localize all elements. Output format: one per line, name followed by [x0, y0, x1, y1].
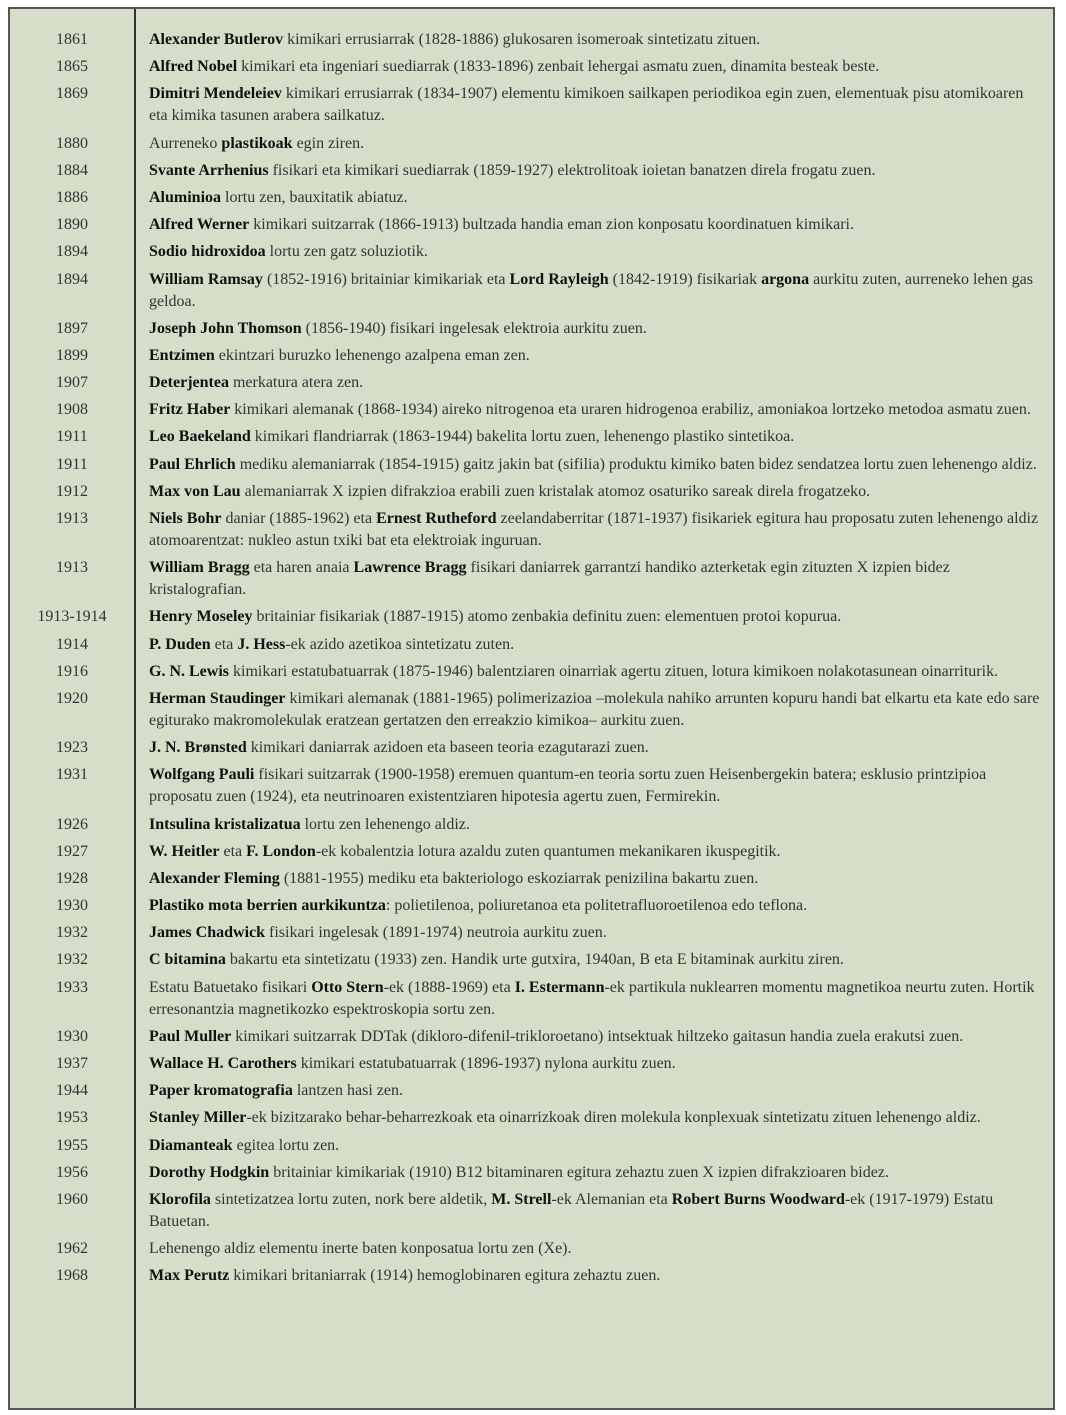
highlight-term: Alexander Butlerov — [149, 31, 284, 48]
timeline-row — [10, 29, 1053, 51]
row-description — [149, 841, 1042, 863]
description-text: egitea lortu zen. — [232, 1136, 340, 1154]
timeline-row — [10, 508, 1053, 552]
row-description — [149, 56, 1042, 78]
timeline-row — [10, 977, 1053, 1021]
description-text: bakartu eta sintetizatu (1933) zen. Handik urte gutxira, 1940an, B eta E bitaminak aurkitu ziren. — [225, 951, 844, 969]
description-text: lantzen hasi zen. — [292, 1082, 403, 1100]
timeline-row — [10, 841, 1053, 863]
row-description — [149, 241, 1042, 263]
highlight-term: Klorofila — [149, 1190, 211, 1208]
description-text: kimikari alemanak (1868-1934) aireko nitrogenoa eta uraren hidrogenoa erabiliz, amoniakoa lortzeko metodoa asmatu zuen. — [230, 401, 1031, 419]
row-description — [149, 688, 1042, 732]
highlight-term: Lord Rayleigh — [509, 270, 609, 288]
row-description — [149, 269, 1042, 313]
description-text: -ek (1917-1979) Estatu Batuetan. — [149, 1190, 994, 1230]
row-year: 1897 — [56, 319, 88, 337]
timeline-row — [10, 372, 1053, 394]
row-year: 1865 — [56, 58, 88, 76]
description-text: Aurreneko — [149, 134, 222, 152]
timeline-row — [10, 1265, 1053, 1287]
timeline-row — [10, 634, 1053, 656]
row-description — [149, 949, 1042, 971]
row-description — [149, 895, 1042, 917]
highlight-term: Wallace H. Carothers — [149, 1055, 297, 1072]
row-description — [149, 372, 1042, 394]
row-year: 1911 — [56, 455, 88, 473]
timeline-row — [10, 214, 1053, 236]
highlight-term: Joseph John Thomson — [149, 319, 302, 337]
description-text: ekintzari buruzko lehenengo azalpena eman zen. — [214, 346, 530, 364]
row-description — [149, 1053, 1042, 1075]
row-description — [149, 187, 1042, 209]
description-text: sintetizatzea lortu zuten, nork bere aldetik, — [210, 1190, 492, 1208]
highlight-term: Robert Burns Woodward — [671, 1190, 845, 1208]
highlight-term: W. Heitler — [149, 842, 220, 860]
highlight-term: Stanley Miller — [149, 1109, 247, 1127]
timeline-rows — [10, 29, 1053, 1293]
row-year: 1933 — [56, 978, 88, 996]
row-description — [149, 737, 1042, 759]
description-text: daniar (1885-1962) eta — [221, 510, 377, 527]
highlight-term: Max von Lau — [149, 482, 241, 500]
row-description — [149, 1107, 1042, 1129]
row-year: 1931 — [56, 766, 88, 784]
timeline-row — [10, 241, 1053, 263]
timeline-row — [10, 1189, 1053, 1233]
row-year: 1880 — [56, 134, 88, 152]
highlight-term: Svante Arrhenius — [149, 161, 269, 179]
highlight-term: Otto Stern — [311, 978, 384, 996]
highlight-term: Henry Moseley — [149, 608, 253, 626]
description-text: eta — [219, 842, 247, 860]
row-year: 1932 — [56, 924, 88, 942]
timeline-row — [10, 160, 1053, 182]
row-year: 1908 — [56, 401, 88, 419]
timeline-row — [10, 269, 1053, 313]
timeline-row — [10, 454, 1053, 476]
row-description — [149, 1265, 1042, 1287]
row-description — [149, 214, 1042, 236]
highlight-term: plastikoak — [221, 134, 293, 152]
timeline-row — [10, 83, 1053, 127]
row-year: 1926 — [56, 815, 88, 833]
row-year: 1927 — [56, 842, 88, 860]
highlight-term: Deterjentea — [149, 374, 229, 392]
row-description — [149, 345, 1042, 367]
timeline-row — [10, 895, 1053, 917]
timeline-row — [10, 688, 1053, 732]
description-text: kimikari britaniarrak (1914) hemoglobinaren egitura zehaztu zuen. — [229, 1267, 661, 1285]
description-text: -ek kobalentzia lotura azaldu zuten quantumen mekanikaren ikuspegitik. — [315, 842, 781, 860]
row-description — [149, 426, 1042, 448]
timeline-row — [10, 922, 1053, 944]
description-text: eta haren anaia — [249, 559, 354, 577]
highlight-term: I. Estermann — [514, 978, 605, 996]
highlight-term: Alexander Fleming — [149, 869, 280, 887]
row-description — [149, 399, 1042, 421]
description-text: fisikari eta kimikari suediarrak (1859-1927) elektrolitoak ioietan banatzen direla frogatu zuen. — [268, 161, 876, 179]
description-text: kimikari suitzarrak (1866-1913) bultzada handia eman zion konposatu koordinatuen kimikari. — [249, 216, 854, 234]
row-year: 1920 — [56, 689, 88, 707]
row-year: 1884 — [56, 161, 88, 179]
highlight-term: James Chadwick — [149, 924, 266, 942]
description-text: -ek bizitzarako behar-beharrezkoak eta oinarrizkoak diren molekula konplexuak sintetizatu zituen lehenengo aldiz. — [246, 1109, 981, 1127]
description-text: britainiar kimikariak (1910) B12 bitaminaren egitura zehaztu zuen X izpien difrakzioaren bidez. — [269, 1163, 889, 1181]
description-text: kimikari alemanak (1881-1965) polimerizazioa –molekula nahiko arrunten kopuru handi bat elkartu eta kate edo sare egiturako makromolekulak eratzean gertatzen den erreakzio kimikoa– aurkitu zuen. — [149, 689, 1040, 729]
description-text: egin ziren. — [292, 134, 365, 152]
timeline-row — [10, 737, 1053, 759]
row-description — [149, 1189, 1042, 1233]
timeline-row — [10, 606, 1053, 628]
row-description — [149, 1080, 1042, 1102]
timeline-row — [10, 1053, 1053, 1075]
timeline-row — [10, 133, 1053, 155]
row-year: 1914 — [56, 635, 88, 653]
row-description — [149, 508, 1042, 552]
description-text: britainiar fisikariak (1887-1915) atomo zenbakia definitu zuen: elementuen protoi kopurua. — [252, 608, 842, 626]
highlight-term: Aluminioa — [149, 188, 222, 206]
description-text: (1842-1919) fisikariak — [608, 270, 762, 288]
row-description — [149, 606, 1042, 628]
description-text: fisikari daniarrek garrantzi handiko azterketak egin zituzten X izpien bidez kristalografian. — [149, 559, 950, 599]
row-description — [149, 1026, 1042, 1048]
description-text: kimikari errusiarrak (1828-1886) glukosaren isomeroak sintetizatu zituen. — [283, 31, 761, 48]
timeline-row — [10, 345, 1053, 367]
highlight-term: Dimitri Mendeleiev — [149, 85, 282, 103]
description-text: fisikari ingelesak (1891-1974) neutroia aurkitu zuen. — [265, 924, 607, 942]
row-description — [149, 454, 1042, 476]
highlight-term: Ernest Rutheford — [376, 510, 497, 527]
description-text: -ek partikula nuklearren momentu magnetikoa neurtu zuten. Hortik erresonantzia magnetikozko espektroskopia sortu zen. — [149, 978, 1035, 1018]
row-year: 1913-1914 — [37, 608, 107, 626]
row-year: 1953 — [56, 1109, 88, 1127]
row-description — [149, 922, 1042, 944]
highlight-term: Diamanteak — [149, 1136, 233, 1154]
highlight-term: Max Perutz — [149, 1267, 230, 1285]
description-text: eta — [210, 635, 238, 653]
row-year: 1911 — [56, 428, 88, 446]
description-text: kimikari flandriarrak (1863-1944) bakelita lortu zuen, lehenengo plastiko sintetikoa. — [250, 428, 795, 446]
description-text: kimikari errusiarrak (1834-1907) elementu kimikoen sailkapen periodikoa egin zuen, elementuak pisu atomikoaren eta kimika tasunen arabera sailkatuz. — [149, 85, 1024, 125]
row-year: 1923 — [56, 739, 88, 757]
timeline-row — [10, 814, 1053, 836]
row-year: 1960 — [56, 1190, 88, 1208]
row-year: 1899 — [56, 346, 88, 364]
highlight-term: Paper kromatografia — [149, 1082, 293, 1100]
row-year: 1913 — [56, 510, 88, 527]
description-text: lortu zen gatz soluziotik. — [265, 243, 428, 261]
row-description — [149, 1162, 1042, 1184]
highlight-term: G. N. Lewis — [149, 662, 229, 680]
description-text: kimikari estatubatuarrak (1896-1937) nylona aurkitu zuen. — [296, 1055, 676, 1072]
row-description — [149, 814, 1042, 836]
highlight-term: Wolfgang Pauli — [149, 766, 255, 784]
highlight-term: Entzimen — [149, 346, 215, 364]
row-year: 1894 — [56, 270, 88, 288]
row-year: 1932 — [56, 951, 88, 969]
timeline-row — [10, 868, 1053, 890]
description-text: -ek azido azetikoa sintetizatu zuten. — [285, 635, 515, 653]
highlight-term: J. Hess — [237, 635, 286, 653]
timeline-row — [10, 399, 1053, 421]
timeline-row — [10, 481, 1053, 503]
row-description — [149, 977, 1042, 1021]
timeline-row — [10, 187, 1053, 209]
description-text: kimikari estatubatuarrak (1875-1946) balentziaren oinarriak agertu zituen, lotura kimikoen nolakotasunean oinarriturik. — [229, 662, 999, 680]
highlight-term: Intsulina kristalizatua — [149, 815, 301, 833]
description-text: mediku alemaniarrak (1854-1915) gaitz jakin bat (sifilia) produktu kimiko baten bidez sendatzea lortu zuen lehenengo aldiz. — [235, 455, 1037, 473]
highlight-term: Niels Bohr — [149, 510, 222, 527]
highlight-term: William Ramsay — [149, 270, 263, 288]
row-description — [149, 1135, 1042, 1157]
row-year: 1886 — [56, 188, 88, 206]
row-year: 1962 — [56, 1240, 88, 1258]
row-year: 1907 — [56, 374, 88, 392]
row-description — [149, 764, 1042, 808]
row-year: 1930 — [56, 1027, 88, 1045]
highlight-term: argona — [761, 270, 810, 288]
description-text: zeelandaberritar (1871-1937) fisikariek egitura hau proposatu zuten lehenengo aldiz atomoarentzat: nukleo astun txiki bat eta elektroiak inguruan. — [149, 510, 1039, 549]
timeline-table — [8, 7, 1055, 1410]
highlight-term: Herman Staudinger — [149, 689, 286, 707]
highlight-term: Fritz Haber — [149, 401, 231, 419]
highlight-term: Lawrence Bragg — [353, 559, 467, 577]
description-text: kimikari suitzarrak DDTak (dikloro-difenil-trikloroetano) intsektuak hiltzeko gaitasun handia zuela erakutsi zuen. — [231, 1027, 964, 1045]
row-year: 1861 — [56, 31, 88, 48]
timeline-row — [10, 1135, 1053, 1157]
highlight-term: Paul Muller — [149, 1027, 232, 1045]
timeline-row — [10, 1162, 1053, 1184]
row-year: 1968 — [56, 1267, 88, 1285]
highlight-term: Leo Baekeland — [149, 428, 251, 446]
description-text: (1852-1916) britainiar kimikariak eta — [262, 270, 510, 288]
description-text: Lehenengo aldiz elementu inerte baten konposatua lortu zen (Xe). — [149, 1240, 572, 1258]
description-text: kimikari eta ingeniari suediarrak (1833-1896) zenbait lehergai asmatu zuen, dinamita besteak beste. — [237, 58, 880, 76]
description-text: kimikari daniarrak azidoen eta baseen teoria ezagutarazi zuen. — [246, 739, 649, 757]
row-description — [149, 1238, 1042, 1260]
row-year: 1912 — [56, 482, 88, 500]
row-description — [149, 133, 1042, 155]
highlight-term: Paul Ehrlich — [149, 455, 236, 473]
highlight-term: Sodio hidroxidoa — [149, 243, 266, 261]
row-year: 1928 — [56, 869, 88, 887]
highlight-term: Alfred Nobel — [149, 58, 238, 76]
row-year: 1894 — [56, 243, 88, 261]
row-year: 1869 — [56, 85, 88, 103]
row-year: 1956 — [56, 1163, 88, 1181]
description-text: aurkitu zuten, aurreneko lehen gas geldoa. — [149, 270, 1033, 310]
description-text: : polietilenoa, poliuretanoa eta politetrafluoroetilenoa edo teflona. — [385, 897, 808, 915]
highlight-term: P. Duden — [149, 635, 211, 653]
timeline-row — [10, 557, 1053, 601]
timeline-row — [10, 1026, 1053, 1048]
highlight-term: C bitamina — [149, 951, 226, 969]
description-text: (1856-1940) fisikari ingelesak elektroia aurkitu zuen. — [301, 319, 647, 337]
row-year: 1937 — [56, 1055, 88, 1072]
highlight-term: M. Strell — [491, 1190, 552, 1208]
row-description — [149, 83, 1042, 127]
row-year: 1955 — [56, 1136, 88, 1154]
description-text: alemaniarrak X izpien difrakzioa erabili zuen kristalak atomoz osaturiko sareak direla frogatzeko. — [240, 482, 871, 500]
timeline-row — [10, 1080, 1053, 1102]
row-year: 1916 — [56, 662, 88, 680]
timeline-row — [10, 1107, 1053, 1129]
highlight-term: Plastiko mota berrien aurkikuntza — [149, 897, 386, 915]
highlight-term: Dorothy Hodgkin — [149, 1163, 270, 1181]
timeline-row — [10, 949, 1053, 971]
highlight-term: William Bragg — [149, 559, 250, 577]
highlight-term: J. N. Brønsted — [149, 739, 247, 757]
row-year: 1944 — [56, 1082, 88, 1100]
row-description — [149, 634, 1042, 656]
row-description — [149, 557, 1042, 601]
description-text: lortu zen lehenengo aldiz. — [300, 815, 470, 833]
row-description — [149, 29, 1042, 51]
timeline-row — [10, 426, 1053, 448]
description-text: lortu zen, bauxitatik abiatuz. — [221, 188, 408, 206]
row-year: 1913 — [56, 559, 88, 577]
timeline-row — [10, 661, 1053, 683]
row-description — [149, 661, 1042, 683]
description-text: merkatura atera zen. — [228, 374, 364, 392]
timeline-row — [10, 1238, 1053, 1260]
row-year: 1930 — [56, 897, 88, 915]
row-year: 1890 — [56, 216, 88, 234]
timeline-row — [10, 56, 1053, 78]
description-text: -ek (1888-1969) eta — [383, 978, 515, 996]
highlight-term: Alfred Werner — [149, 216, 250, 234]
row-description — [149, 160, 1042, 182]
timeline-row — [10, 318, 1053, 340]
highlight-term: F. London — [246, 842, 316, 860]
description-text: Estatu Batuetako fisikari — [149, 978, 312, 996]
row-description — [149, 481, 1042, 503]
row-description — [149, 868, 1042, 890]
description-text: -ek Alemanian eta — [551, 1190, 672, 1208]
row-description — [149, 318, 1042, 340]
description-text: (1881-1955) mediku eta bakteriologo eskoziarrak penizilina bakartu zuen. — [279, 869, 759, 887]
description-text: fisikari suitzarrak (1900-1958) eremuen quantum-en teoria sortu zuen Heisenbergekin batera; esklusio printzipioa proposatu zuen (1924), eta neutrinoaren existentziaren hipotesia agertu zuen, Fermirekin. — [149, 766, 987, 806]
timeline-row — [10, 764, 1053, 808]
